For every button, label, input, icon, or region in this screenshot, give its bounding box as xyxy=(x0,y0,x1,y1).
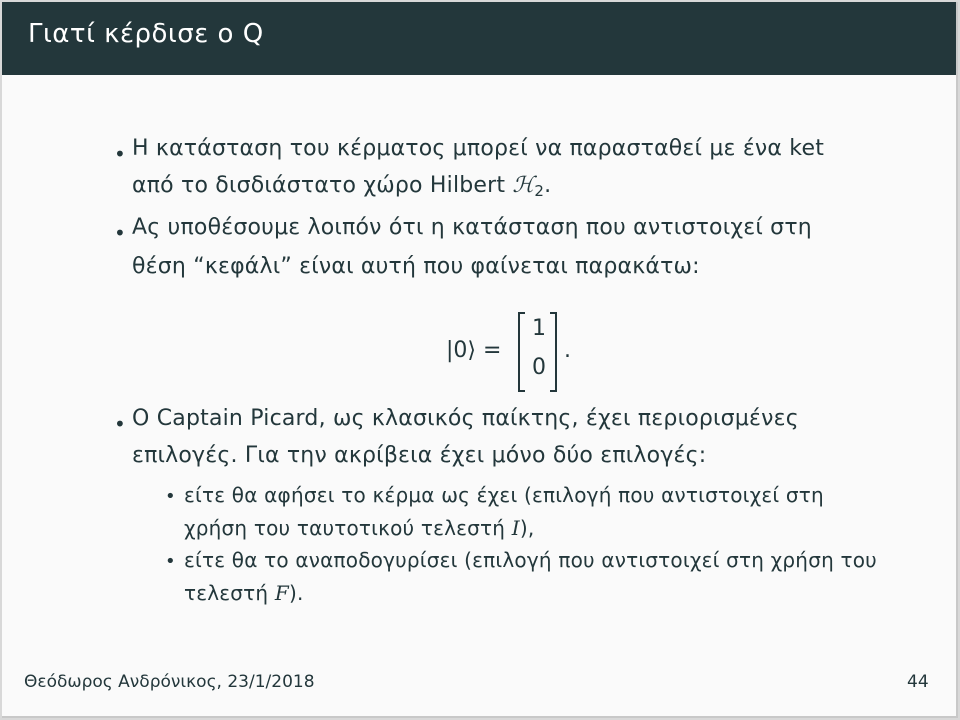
matrix-right-bracket xyxy=(550,312,557,392)
hilbert-subscript: 2 xyxy=(534,182,545,200)
equation-lhs: |0⟩ = xyxy=(446,338,502,363)
sub-bullet-2-line-2 xyxy=(184,581,304,605)
bullet-1-line-1: Η κατάσταση του κέρματος μπορεί να παρασταθεί με ένα ket xyxy=(132,136,825,161)
slide-title: Γιατί κέρδισε ο Q xyxy=(28,19,264,49)
identity-operator-symbol: I xyxy=(511,516,520,540)
bullet-1-line-2 xyxy=(132,173,551,198)
bullet-2-line-2: θέση “κεφάλι” είναι αυτή που φαίνεται παρακάτω: xyxy=(132,254,700,279)
bullet-2-line-1: Ας υποθέσουμε λοιπόν ότι η κατάσταση που αντιστοιχεί στη xyxy=(132,215,812,240)
equation-period: . xyxy=(564,338,571,363)
footer-author-date: Θεόδωρος Ανδρόνικος, 23/1/2018 xyxy=(24,672,315,692)
sub-bullet-2-line-2-end: ). xyxy=(288,581,304,605)
bullet-marker: • xyxy=(114,221,126,245)
sub-bullet-2-line-1: είτε θα το αναποδογυρίσει (επιλογή που αντιστοιχεί στη χρήση του xyxy=(184,548,877,572)
bullet-3-line-2: επιλογές. Για την ακρίβεια έχει μόνο δύο επιλογές: xyxy=(132,443,707,468)
hilbert-space-symbol: ℋ xyxy=(512,173,535,198)
bullet-marker: • xyxy=(114,142,126,166)
bullet-marker: • xyxy=(114,412,126,436)
bullet-1-line-2-text: από το δισδιάστατο χώρο Hilbert xyxy=(132,173,513,198)
matrix-entry-bottom: 0 xyxy=(532,355,546,380)
bullet-1-line-2-end: . xyxy=(544,173,552,198)
sub-bullet-1-line-2-end: ), xyxy=(519,516,535,540)
sub-bullet-1-line-2-text: χρήση του ταυτοτικού τελεστή xyxy=(184,516,512,540)
slide-content xyxy=(2,2,956,716)
page-number: 44 xyxy=(907,672,929,692)
sub-bullet-marker: • xyxy=(165,486,176,507)
matrix-left-bracket xyxy=(518,312,525,392)
sub-bullet-1-line-2 xyxy=(184,516,534,540)
sub-bullet-2-line-2-text: τελεστή xyxy=(184,581,275,605)
ket-zero-equation xyxy=(446,310,586,392)
bullet-3-line-1: Ο Captain Picard, ως κλασικός παίκτης, έχει περιορισμένες xyxy=(132,406,799,431)
sub-bullet-1-line-1: είτε θα αφήσει το κέρμα ως έχει (επιλογή που αντιστοιχεί στη xyxy=(184,483,824,507)
matrix-entry-top: 1 xyxy=(532,316,546,341)
flip-operator-symbol: F xyxy=(274,581,289,605)
slide xyxy=(2,2,958,718)
sub-bullet-marker: • xyxy=(165,551,176,572)
